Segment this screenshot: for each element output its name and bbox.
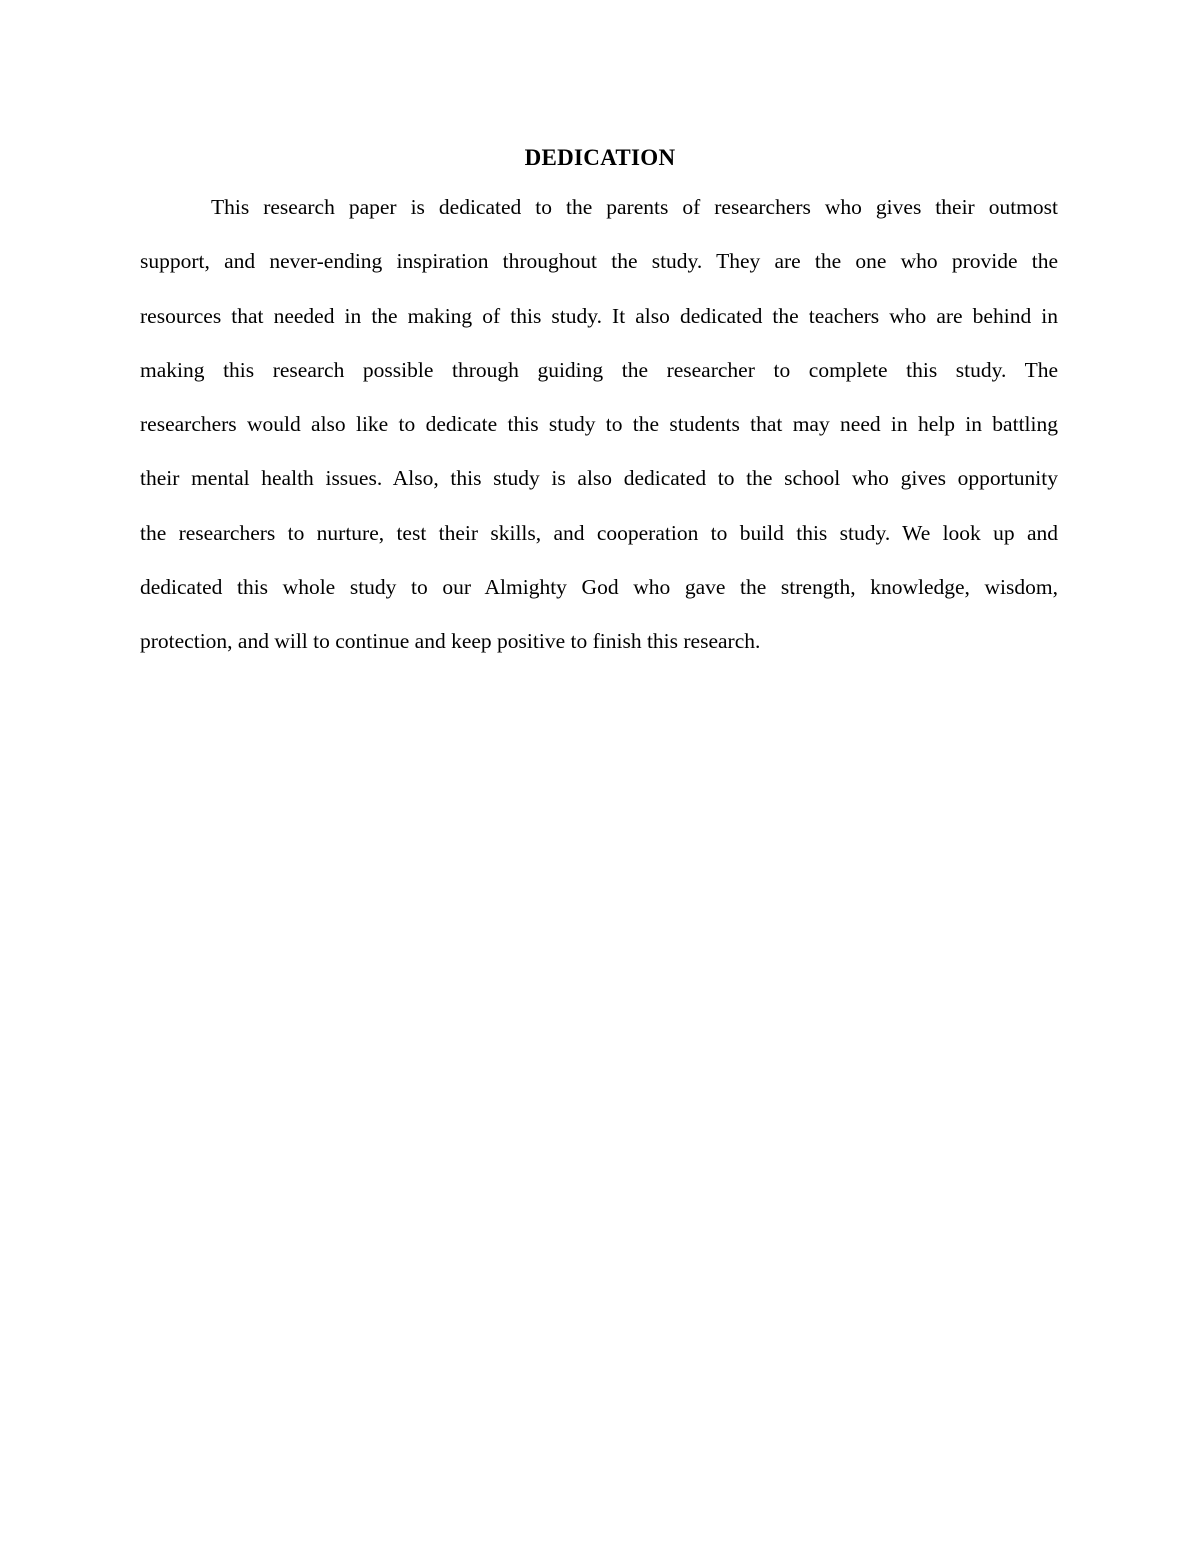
paragraph-line: the researchers to nurture, test their skills, and cooperation to build this study. We look up and	[140, 520, 1058, 545]
paragraph-line: resources that needed in the making of this study. It also dedicated the teachers who are behind in	[140, 303, 1058, 328]
page-title: DEDICATION	[524, 145, 676, 170]
paragraph-line: dedicated this whole study to our Almighty God who gave the strength, knowledge, wisdom,	[140, 575, 1058, 600]
paragraph-line: protection, and will to continue and keep positive to finish this research.	[140, 629, 761, 654]
paragraph-line: researchers would also like to dedicate this study to the students that may need in help in battling	[140, 412, 1058, 437]
paragraph-line: making this research possible through guiding the researcher to complete this study. The	[140, 357, 1058, 382]
paragraph-line: This research paper is dedicated to the parents of researchers who gives their outmost	[211, 195, 1058, 219]
dedication-paragraph	[140, 190, 1058, 679]
paragraph-line: their mental health issues. Also, this study is also dedicated to the school who gives opportunity	[140, 466, 1058, 491]
paragraph-line: support, and never-ending inspiration throughout the study. They are the one who provide the	[140, 249, 1058, 274]
